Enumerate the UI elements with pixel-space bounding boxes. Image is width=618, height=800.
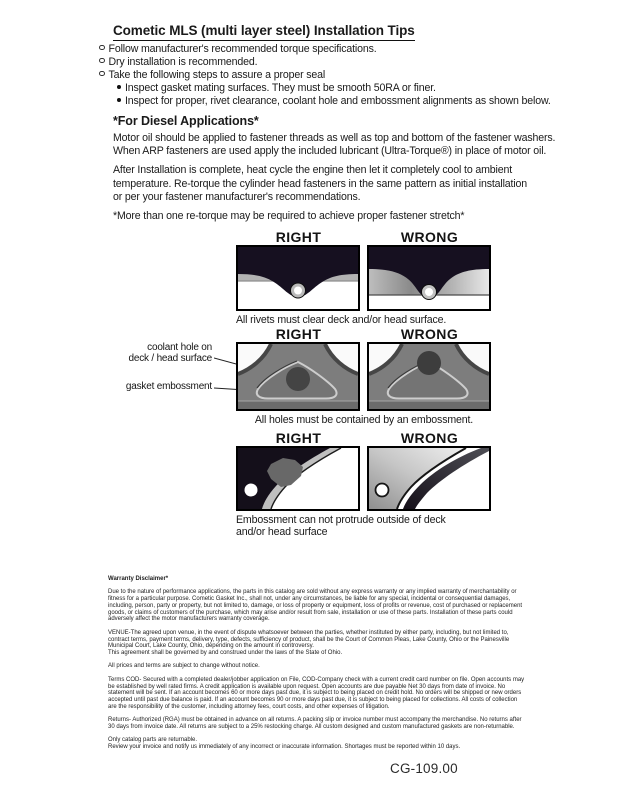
legal-paragraph: [108, 589, 553, 623]
legal-line: including, person, party or property, but not limited to, damage, or loss of property or equipment, loss of profits or revenue, cost of purchased or replacement: [108, 602, 523, 609]
open-bullet-icon: [99, 71, 105, 77]
right-label: RIGHT: [275, 326, 322, 342]
diagram-caption: All rivets must clear deck and/or head surface.: [236, 314, 447, 326]
coolant-hole-label: coolant hole on: [147, 342, 212, 353]
legal-paragraph: All prices and terms are subject to change without notice.: [108, 663, 260, 670]
list-item: [99, 56, 551, 69]
warranty-disclaimer-section: [108, 576, 553, 751]
tip-text: Take the following steps to assure a proper seal: [108, 69, 326, 81]
paragraph-line: or per your fastener manufacturer's recommendations.: [113, 190, 361, 203]
legal-line: are the responsibility of the customer, including attorney fees, court costs, and other expenses of litigation.: [108, 703, 390, 710]
diagram-caption: All holes must be contained by an embossment.: [254, 414, 474, 426]
page-title: Cometic MLS (multi layer steel) Installation Tips: [113, 23, 415, 41]
wrong-label: WRONG: [400, 229, 459, 245]
wrong-label: WRONG: [400, 430, 459, 446]
rivet-clearance-wrong-diagram: [367, 245, 491, 311]
filled-bullet-icon: [117, 85, 121, 89]
retorque-note: *More than one re-torque may be required to achieve proper fastener stretch*: [113, 209, 465, 222]
coolant-hole: [286, 367, 310, 391]
diagram-row-embossment-protrusion: [236, 430, 492, 538]
wrong-label: WRONG: [400, 326, 459, 342]
diagram-row-embossment-holes: [236, 326, 492, 426]
legal-line: goods, or claims of customers of the purchase, which may arise and/or result from sale, installation or use of these parts. Installation of these parts could: [108, 609, 513, 616]
diagram-caption: [236, 515, 492, 538]
protrusion-wrong-diagram: [367, 446, 491, 511]
tips-list: [99, 43, 551, 108]
legal-line: accepted until past due balance is paid. If an account becomes 90 or more days past due, it is subject to being placed for collections. All costs of collection: [108, 697, 518, 704]
list-item: [99, 95, 551, 108]
diesel-section: [113, 114, 555, 223]
caption-line: and/or head surface: [236, 525, 328, 538]
legal-paragraph: [108, 717, 553, 731]
coolant-hole-label: deck / head surface: [128, 352, 212, 364]
legal-line: Municipal Court, Lake County, Ohio, depending on the amount in controversy.: [108, 643, 314, 650]
caption-line: Embossment can not protrude outside of deck: [236, 514, 446, 526]
tip-text: Inspect for proper, rivet clearance, coolant hole and embossment alignments as shown below.: [125, 95, 551, 107]
right-label: RIGHT: [275, 229, 322, 245]
legal-line: Review your invoice and notify us immediately of any incorrect or inaccurate information. Shortages must be reported within 10 days.: [108, 744, 461, 751]
filled-bullet-icon: [117, 98, 121, 102]
hole-embossment-right-diagram: [236, 342, 360, 411]
legal-line: contract terms, payment terms, delivery, type, defects, sufficiency of product, shall be the Court of Common Pleas, Lake County, Ohio or the Painesville: [108, 636, 510, 643]
bolt-hole: [245, 484, 258, 497]
legal-line: This agreement shall be governed by and construed under the laws of the State of Ohio.: [108, 650, 343, 657]
legal-heading: Warranty Disclaimer*: [108, 576, 169, 582]
gasket-embossment-label: gasket embossment: [125, 380, 212, 392]
tip-text: Inspect gasket mating surfaces. They must be smooth 50RA or finer.: [125, 82, 436, 94]
tip-text: Follow manufacturer's recommended torque specifications.: [108, 43, 377, 55]
right-label: RIGHT: [275, 430, 322, 446]
tip-text: Dry installation is recommended.: [108, 56, 258, 68]
paragraph-line: After Installation is complete, heat cycle the engine then let it completely cool to ambient: [113, 164, 512, 177]
diagram-callout-labels: [108, 343, 212, 392]
open-bullet-icon: [99, 58, 105, 64]
legal-line: Returns- Authorized (RGA) must be obtained in advance on all returns. A packing slip or invoice number must accompany the merchandise. No returns after: [108, 717, 522, 724]
paragraph-line: When ARP fasteners are used apply the included lubricant (Ultra-Torque®) in place of motor oil.: [113, 145, 547, 158]
bolt-hole: [376, 484, 389, 497]
legal-paragraph: [108, 630, 553, 657]
list-item: [99, 82, 551, 95]
list-item: [99, 43, 551, 56]
diagram-row-rivets: [236, 229, 492, 326]
legal-line: Due to the nature of performance applications, the parts in this catalog are sold without any express warranty or any implied warranty of merchantability or: [108, 589, 517, 596]
legal-line: adversely affect the motor manufacturers warranty coverage.: [108, 616, 270, 623]
rivet-clearance-right-diagram: [236, 245, 360, 311]
legal-line: Only catalog parts are returnable.: [108, 737, 198, 744]
open-bullet-icon: [99, 45, 105, 51]
protrusion-right-diagram: [236, 446, 360, 511]
diesel-paragraph: [113, 132, 555, 158]
legal-line: statement will be sent. If an account becomes 60 or more days past due, it is subject to being placed on credit hold. No orders will be shipped or new orders: [108, 690, 522, 697]
legal-line: fitness for a particular purpose. Cometic Gasket Inc., shall not, under any circumstances, be liable for any special, incidental or consequential damages,: [108, 596, 511, 603]
legal-paragraph: [108, 677, 553, 711]
list-item: [99, 69, 551, 82]
legal-line: be established by well rated firms. A credit application is available upon request. Open accounts are due payable Net 30 days from date of invoice. No: [108, 683, 506, 690]
diesel-heading: *For Diesel Applications*: [113, 114, 259, 128]
coolant-hole: [417, 351, 441, 375]
legal-line: 30 days from invoice date. All returns are subject to a 25% restocking charge. All custom designed and custom manufactured gaskets are non-returnable.: [108, 724, 515, 731]
legal-line: VENUE-The agreed upon venue, in the event of dispute whatsoever between the parties, whether instituted by either party, including, but not limited to,: [108, 629, 509, 636]
hole-embossment-wrong-diagram: [367, 342, 491, 411]
diesel-paragraph: [113, 164, 555, 204]
legal-paragraph: [108, 737, 553, 751]
paragraph-line: Motor oil should be applied to fastener threads as well as top and bottom of the fastener washers.: [113, 132, 556, 144]
page-code: CG-109.00: [390, 761, 458, 776]
paragraph-line: temperature. Re-torque the cylinder head fasteners in the same pattern as initial installation: [113, 177, 528, 190]
legal-line: Terms COD- Secured with a completed dealer/jobber application on File, COD-Company check with a current credit card number on file. Open accounts may: [108, 676, 525, 683]
